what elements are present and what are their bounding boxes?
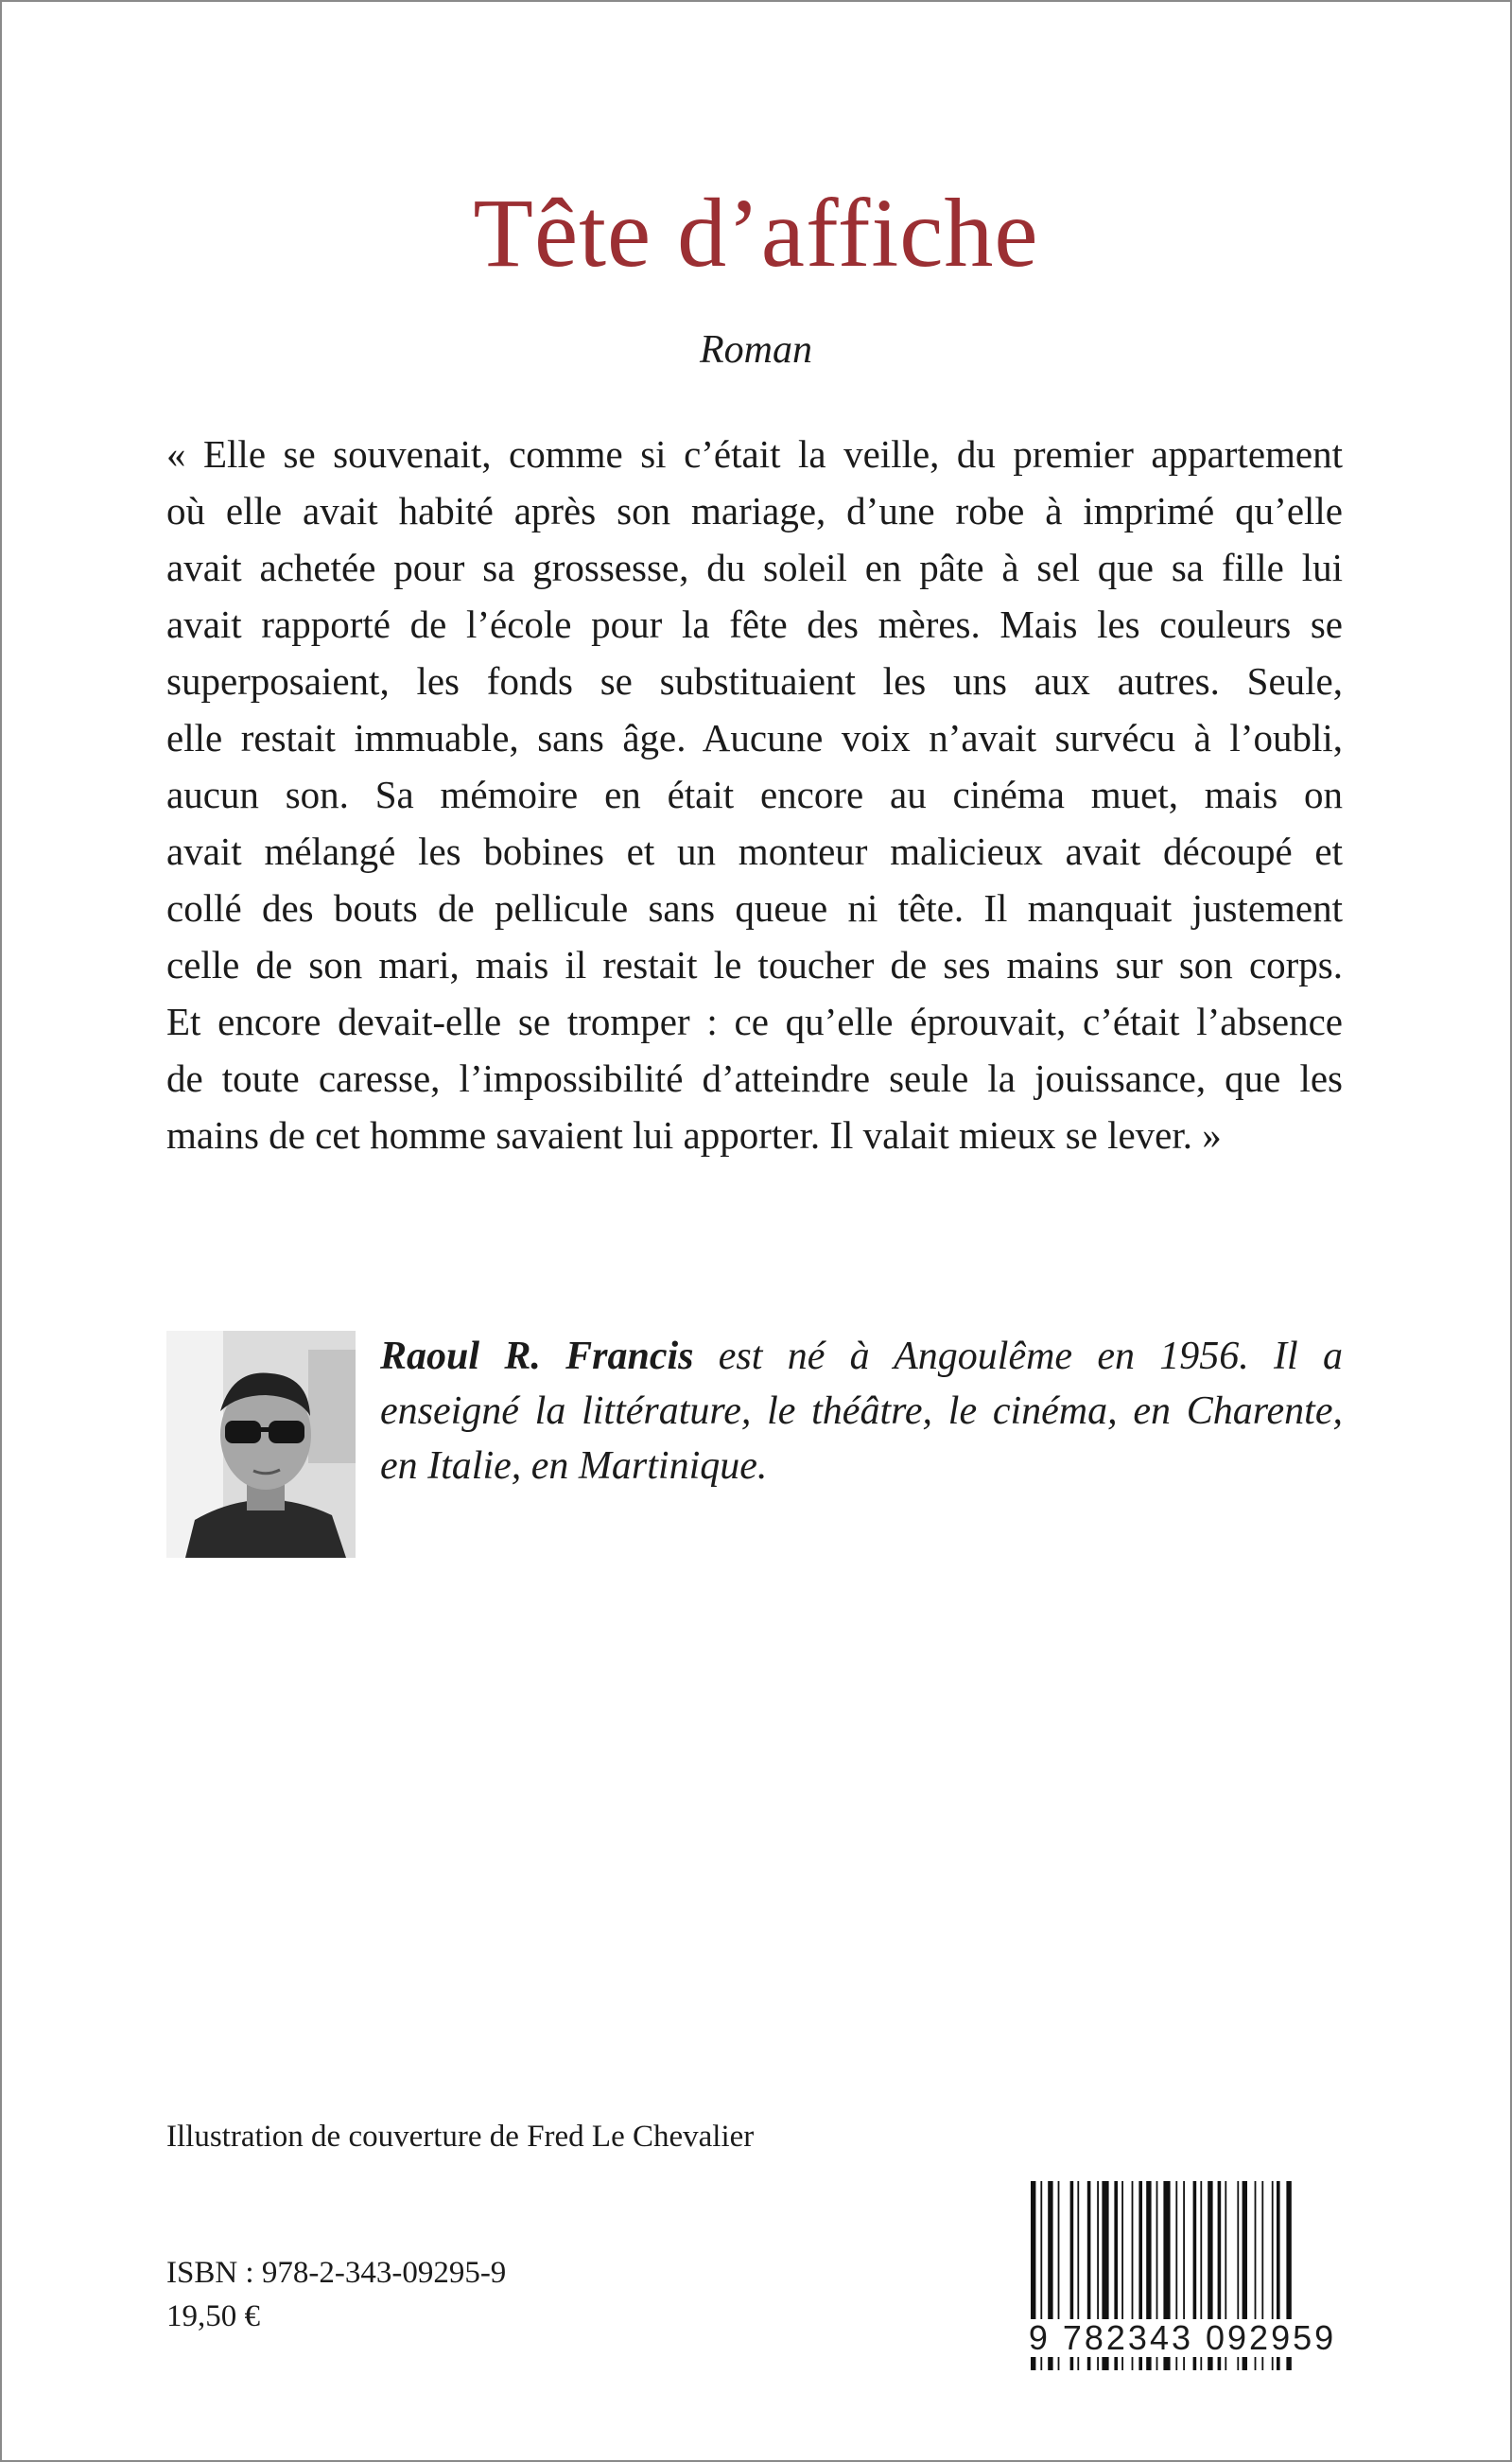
back-cover-quote — [166, 426, 1343, 1163]
author-photo — [166, 1331, 356, 1558]
bio-line — [380, 1329, 1343, 1384]
quote-line: « Elle se souvenait, comme si c’était la veille, du premier appartement — [166, 432, 1343, 476]
bio-line: en Italie, en Martinique. — [380, 1444, 768, 1488]
author-bio — [380, 1329, 1343, 1493]
quote-line: de toute caresse, l’impossibilité d’atteindre seule la jouissance, que les — [166, 1056, 1343, 1100]
quote-line: Et encore devait-elle se tromper : ce qu’elle éprouvait, c’était l’absence — [166, 1000, 1343, 1043]
isbn: ISBN : 978-2-343-09295-9 — [166, 2256, 507, 2290]
quote-line: mains de cet homme savaient lui apporter. Il valait mieux se lever. » — [166, 1113, 1222, 1157]
cover-credit: Illustration de couverture de Fred Le Chevalier — [166, 2120, 755, 2154]
bio-text: est né à Angoulême en 1956. Il a — [693, 1335, 1343, 1378]
book-title: Tête d’affiche — [473, 179, 1039, 288]
quote-line: superposaient, les fonds se substituaient les uns aux autres. Seule, — [166, 659, 1343, 703]
quote-line: où elle avait habité après son mariage, d’une robe à imprimé qu’elle — [166, 489, 1343, 533]
quote-line: celle de son mari, mais il restait le toucher de ses mains sur son corps. — [166, 943, 1343, 987]
price: 19,50 € — [166, 2299, 260, 2333]
quote-line: avait achetée pour sa grossesse, du soleil en pâte à sel que sa fille lui — [166, 546, 1343, 589]
book-genre: Roman — [700, 328, 812, 372]
quote-line: collé des bouts de pellicule sans queue ni tête. Il manquait justement — [166, 886, 1343, 930]
quote-line: avait mélangé les bobines et un monteur malicieux avait découpé et — [166, 829, 1343, 873]
author-name: Raoul R. Francis — [380, 1335, 694, 1378]
quote-line: elle restait immuable, sans âge. Aucune voix n’avait survécu à l’oubli, — [166, 716, 1343, 760]
barcode-digits: 9 782343 092959 — [1019, 2319, 1346, 2357]
quote-line: avait rapporté de l’école pour la fête des mères. Mais les couleurs se — [166, 602, 1343, 646]
author-portrait-icon — [166, 1331, 356, 1558]
bio-line: enseigné la littérature, le théâtre, le cinéma, en Charente, — [380, 1389, 1343, 1433]
quote-line: aucun son. Sa mémoire en était encore au cinéma muet, mais on — [166, 773, 1343, 816]
